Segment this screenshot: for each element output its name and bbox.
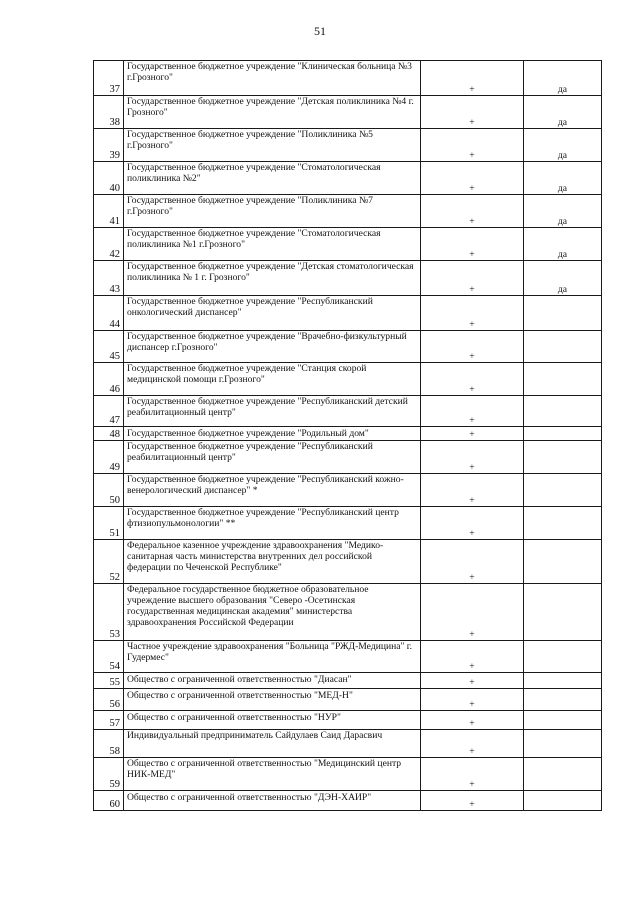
row-number: 42	[94, 228, 124, 261]
participation-mark: +	[421, 129, 524, 162]
institution-name: Государственное бюджетное учреждение "Детская поликлиника №4 г. Грозного"	[124, 96, 421, 129]
institution-name: Государственное бюджетное учреждение "Стоматологическая поликлиника №2"	[124, 162, 421, 195]
participation-mark: +	[421, 540, 524, 584]
confirmation-mark	[524, 296, 602, 331]
row-number: 58	[94, 730, 124, 758]
participation-mark: +	[421, 195, 524, 228]
institution-name: Федеральное казенное учреждение здравоохранения "Медико-санитарная часть министерства внутренних дел российской федерации по Чеченской Республике"	[124, 540, 421, 584]
registry-table	[93, 60, 602, 811]
table-row	[94, 673, 602, 689]
confirmation-mark	[524, 584, 602, 641]
row-number: 55	[94, 673, 124, 689]
row-number: 52	[94, 540, 124, 584]
table-row	[94, 261, 602, 296]
institution-name: Государственное бюджетное учреждение "Стоматологическая поликлиника №1 г.Грозного"	[124, 228, 421, 261]
institution-name: Государственное бюджетное учреждение "Детская стоматологическая поликлиника № 1 г. Грозного"	[124, 261, 421, 296]
confirmation-mark: да	[524, 261, 602, 296]
confirmation-mark	[524, 507, 602, 540]
participation-mark: +	[421, 758, 524, 791]
participation-mark: +	[421, 584, 524, 641]
row-number: 48	[94, 427, 124, 441]
institution-name: Государственное бюджетное учреждение "Республиканский онкологический диспансер"	[124, 296, 421, 331]
participation-mark: +	[421, 228, 524, 261]
participation-mark: +	[421, 261, 524, 296]
institution-name: Государственное бюджетное учреждение "Врачебно-физкультурный диспансер г.Грозного"	[124, 331, 421, 363]
row-number: 37	[94, 61, 124, 96]
confirmation-mark	[524, 474, 602, 507]
institution-name: Федеральное государственное бюджетное образовательное учреждение высшего образования "Северо -Осетинская государственная медицинская академия" министерства здравоохранения Российской Федерации	[124, 584, 421, 641]
table-row	[94, 540, 602, 584]
row-number: 51	[94, 507, 124, 540]
institution-name: Государственное бюджетное учреждение "Поликлиника №5 г.Грозного"	[124, 129, 421, 162]
confirmation-mark: да	[524, 129, 602, 162]
participation-mark: +	[421, 296, 524, 331]
participation-mark: +	[421, 474, 524, 507]
table-row	[94, 689, 602, 711]
participation-mark: +	[421, 441, 524, 474]
confirmation-mark	[524, 363, 602, 396]
participation-mark: +	[421, 673, 524, 689]
institution-name: Общество с ограниченной ответственностью "Медицинский центр НИК-МЕД"	[124, 758, 421, 791]
institution-name: Государственное бюджетное учреждение "Республиканский центр фтизиопульмонологии" **	[124, 507, 421, 540]
row-number: 60	[94, 791, 124, 811]
institution-name: Общество с ограниченной ответственностью "МЕД-Н"	[124, 689, 421, 711]
table-row	[94, 711, 602, 730]
table-row	[94, 396, 602, 427]
participation-mark: +	[421, 689, 524, 711]
confirmation-mark	[524, 441, 602, 474]
confirmation-mark	[524, 427, 602, 441]
row-number: 38	[94, 96, 124, 129]
table-row	[94, 296, 602, 331]
confirmation-mark	[524, 331, 602, 363]
table-row	[94, 61, 602, 96]
participation-mark: +	[421, 61, 524, 96]
confirmation-mark	[524, 730, 602, 758]
institution-name: Общество с ограниченной ответственностью "НУР"	[124, 711, 421, 730]
confirmation-mark	[524, 540, 602, 584]
confirmation-mark	[524, 791, 602, 811]
confirmation-mark: да	[524, 61, 602, 96]
participation-mark: +	[421, 396, 524, 427]
participation-mark: +	[421, 791, 524, 811]
row-number: 59	[94, 758, 124, 791]
row-number: 54	[94, 641, 124, 673]
participation-mark: +	[421, 96, 524, 129]
table-row	[94, 758, 602, 791]
row-number: 49	[94, 441, 124, 474]
confirmation-mark	[524, 689, 602, 711]
institution-name: Индивидуальный предприниматель Сайдулаев Саид Дарасвич	[124, 730, 421, 758]
registry-table-body	[94, 61, 602, 811]
row-number: 44	[94, 296, 124, 331]
table-row	[94, 427, 602, 441]
confirmation-mark	[524, 641, 602, 673]
confirmation-mark: да	[524, 228, 602, 261]
row-number: 39	[94, 129, 124, 162]
row-number: 56	[94, 689, 124, 711]
institution-name: Государственное бюджетное учреждение "Республиканский реабилитационный центр"	[124, 441, 421, 474]
institution-name: Общество с ограниченной ответственностью "ДЭН-ХАИР"	[124, 791, 421, 811]
page-number: 51	[314, 24, 326, 38]
participation-mark: +	[421, 363, 524, 396]
confirmation-mark: да	[524, 162, 602, 195]
row-number: 50	[94, 474, 124, 507]
table-row	[94, 791, 602, 811]
participation-mark: +	[421, 711, 524, 730]
participation-mark: +	[421, 730, 524, 758]
row-number: 45	[94, 331, 124, 363]
participation-mark: +	[421, 507, 524, 540]
row-number: 53	[94, 584, 124, 641]
table-row	[94, 363, 602, 396]
table-row	[94, 96, 602, 129]
row-number: 46	[94, 363, 124, 396]
table-row	[94, 730, 602, 758]
institution-name: Частное учреждение здравоохранения "Больница "РЖД-Медицина" г. Гудермес"	[124, 641, 421, 673]
participation-mark: +	[421, 427, 524, 441]
confirmation-mark: да	[524, 96, 602, 129]
table-row	[94, 162, 602, 195]
table-row	[94, 228, 602, 261]
table-row	[94, 195, 602, 228]
table-row	[94, 474, 602, 507]
institution-name: Государственное бюджетное учреждение "Клиническая больница №3 г.Грозного"	[124, 61, 421, 96]
row-number: 40	[94, 162, 124, 195]
table-row	[94, 129, 602, 162]
confirmation-mark	[524, 758, 602, 791]
row-number: 41	[94, 195, 124, 228]
institution-name: Государственное бюджетное учреждение "Республиканский кожно-венерологический диспансер" *	[124, 474, 421, 507]
participation-mark: +	[421, 162, 524, 195]
row-number: 57	[94, 711, 124, 730]
institution-name: Государственное бюджетное учреждение "Родильный дом"	[124, 427, 421, 441]
confirmation-mark: да	[524, 195, 602, 228]
table-row	[94, 331, 602, 363]
row-number: 43	[94, 261, 124, 296]
institution-name: Общество с ограниченной ответственностью "Диасан"	[124, 673, 421, 689]
table-row	[94, 507, 602, 540]
institution-name: Государственное бюджетное учреждение "Республиканский детский реабилитационный центр"	[124, 396, 421, 427]
participation-mark: +	[421, 331, 524, 363]
table-row	[94, 584, 602, 641]
table-row	[94, 641, 602, 673]
table-row	[94, 441, 602, 474]
confirmation-mark	[524, 396, 602, 427]
confirmation-mark	[524, 711, 602, 730]
confirmation-mark	[524, 673, 602, 689]
institution-name: Государственное бюджетное учреждение "Поликлиника №7 г.Грозного"	[124, 195, 421, 228]
row-number: 47	[94, 396, 124, 427]
participation-mark: +	[421, 641, 524, 673]
institution-name: Государственное бюджетное учреждение "Станция скорой медицинской помощи г.Грозного"	[124, 363, 421, 396]
